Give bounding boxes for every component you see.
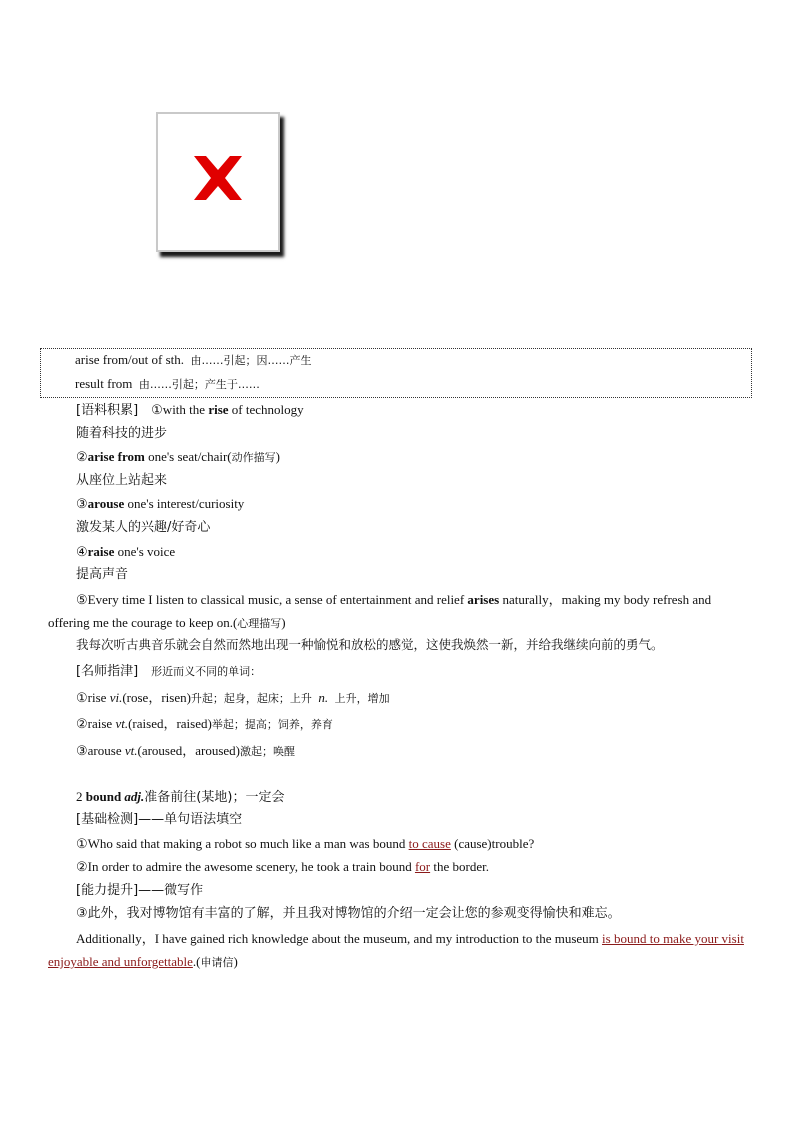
answer-text: Additionally，I have gained rich knowledge about the museum, and my introduction to the museum	[76, 931, 603, 946]
corpus-line-4	[76, 543, 175, 561]
answer: for	[414, 859, 431, 874]
word: ②raise	[76, 716, 116, 731]
word-forms: (rose，risen)	[122, 690, 191, 705]
entry-number: 2	[76, 789, 86, 804]
part-of-speech: n.	[318, 690, 329, 705]
section-label: [语料积累]	[76, 403, 139, 418]
item-number: ④	[76, 544, 88, 559]
tips-word-3	[76, 742, 295, 761]
sentence-text: one's interest/curiosity	[124, 496, 245, 511]
sentence-text: one's seat/chair(	[144, 449, 232, 464]
translation: 提高声音	[76, 567, 129, 582]
translation: 随着科技的进步	[76, 426, 168, 441]
box-line-2	[75, 375, 260, 394]
question-3-answer	[48, 927, 746, 974]
part-of-speech: adj.	[121, 789, 145, 804]
question-text: ①Who said that making a robot so much like a man was bound	[76, 836, 409, 851]
answer: to cause	[408, 836, 451, 851]
item-number: ③	[76, 496, 88, 511]
word-forms: (raised，raised)	[128, 716, 212, 731]
item-number: ②	[76, 449, 88, 464]
question-text: the border.	[430, 859, 489, 874]
question-text: ②In order to admire the awesome scenery, he took a train bound	[76, 859, 415, 874]
section-label: [基础检测]——单句语法填空	[76, 812, 243, 827]
phrase-en: result from	[75, 376, 133, 391]
corpus-line-5	[48, 588, 746, 635]
meaning: 升起；起身，起床；上升	[190, 692, 312, 705]
meaning: 上升，增加	[334, 692, 390, 705]
phrase-cn: 由……引起；因……产生	[190, 354, 312, 367]
word: ③arouse	[76, 743, 125, 758]
corpus-line-2	[76, 448, 280, 467]
red-x-icon	[188, 152, 248, 204]
corpus-line-3	[76, 495, 244, 513]
word: ①rise	[76, 690, 110, 705]
keyword: arise from	[87, 449, 145, 464]
note: 形近而义不同的单词：	[151, 665, 262, 678]
part-of-speech: vt.	[124, 743, 138, 758]
part-of-speech: vt.	[115, 716, 129, 731]
question-2	[76, 858, 489, 876]
translation: 激发某人的兴趣/好奇心	[76, 520, 211, 535]
phrase-box	[40, 348, 752, 398]
keyword: arises	[467, 592, 500, 607]
sentence-text: naturally，making my body refresh and offering me the courage to keep on.(	[48, 592, 712, 630]
corpus-line-1	[76, 401, 304, 420]
keyword: arouse	[87, 496, 125, 511]
keyword: raise	[87, 544, 115, 559]
tag: 动作描写	[231, 451, 276, 464]
word-forms: (aroused，aroused)	[137, 743, 240, 758]
tips-word-1	[76, 689, 390, 708]
part-of-speech: vi.	[109, 690, 123, 705]
phrase-en: arise from/out of sth.	[75, 352, 185, 367]
question-prompt: ③此外，我对博物馆有丰富的了解，并且我对博物馆的介绍一定会让您的参观变得愉快和难忘。	[76, 906, 621, 921]
tips-heading	[76, 662, 261, 681]
sentence-text: ①with the	[151, 402, 209, 417]
translation: 从座位上站起来	[76, 473, 168, 488]
answer: is bound to make your visit enjoyable and unforgettable	[48, 931, 744, 969]
headword: bound	[85, 789, 122, 804]
sentence-text: )	[275, 449, 280, 464]
meaning: 激起；唤醒	[240, 745, 295, 758]
tag: 申请信	[200, 956, 234, 969]
section-label: [能力提升]——微写作	[76, 883, 204, 898]
sentence-text: ⑤Every time I listen to classical music, a sense of entertainment and relief	[76, 592, 468, 607]
question-text: (cause)trouble?	[450, 836, 535, 851]
entry-heading	[76, 788, 284, 807]
meaning: 准备前往(某地)；一定会	[144, 790, 285, 805]
answer-text: .(	[192, 954, 201, 969]
sentence-text: of technology	[228, 402, 304, 417]
question-1	[76, 835, 534, 853]
translation: 我每次听古典音乐就会自然而然地出现一种愉悦和放松的感觉，这使我焕然一新，并给我继续向前的勇气。	[76, 637, 664, 652]
box-line-1	[75, 351, 312, 370]
tag: 心理描写	[237, 617, 282, 630]
answer-text: )	[233, 954, 238, 969]
keyword: rise	[208, 402, 229, 417]
sentence-text: )	[281, 615, 286, 630]
tips-word-2	[76, 715, 333, 734]
meaning: 举起；提高；饲养，养育	[211, 718, 333, 731]
broken-image-placeholder	[156, 112, 280, 252]
section-label: [名师指津]	[76, 664, 139, 679]
phrase-cn: 由……引起；产生于……	[138, 378, 260, 391]
sentence-text: one's voice	[114, 544, 176, 559]
